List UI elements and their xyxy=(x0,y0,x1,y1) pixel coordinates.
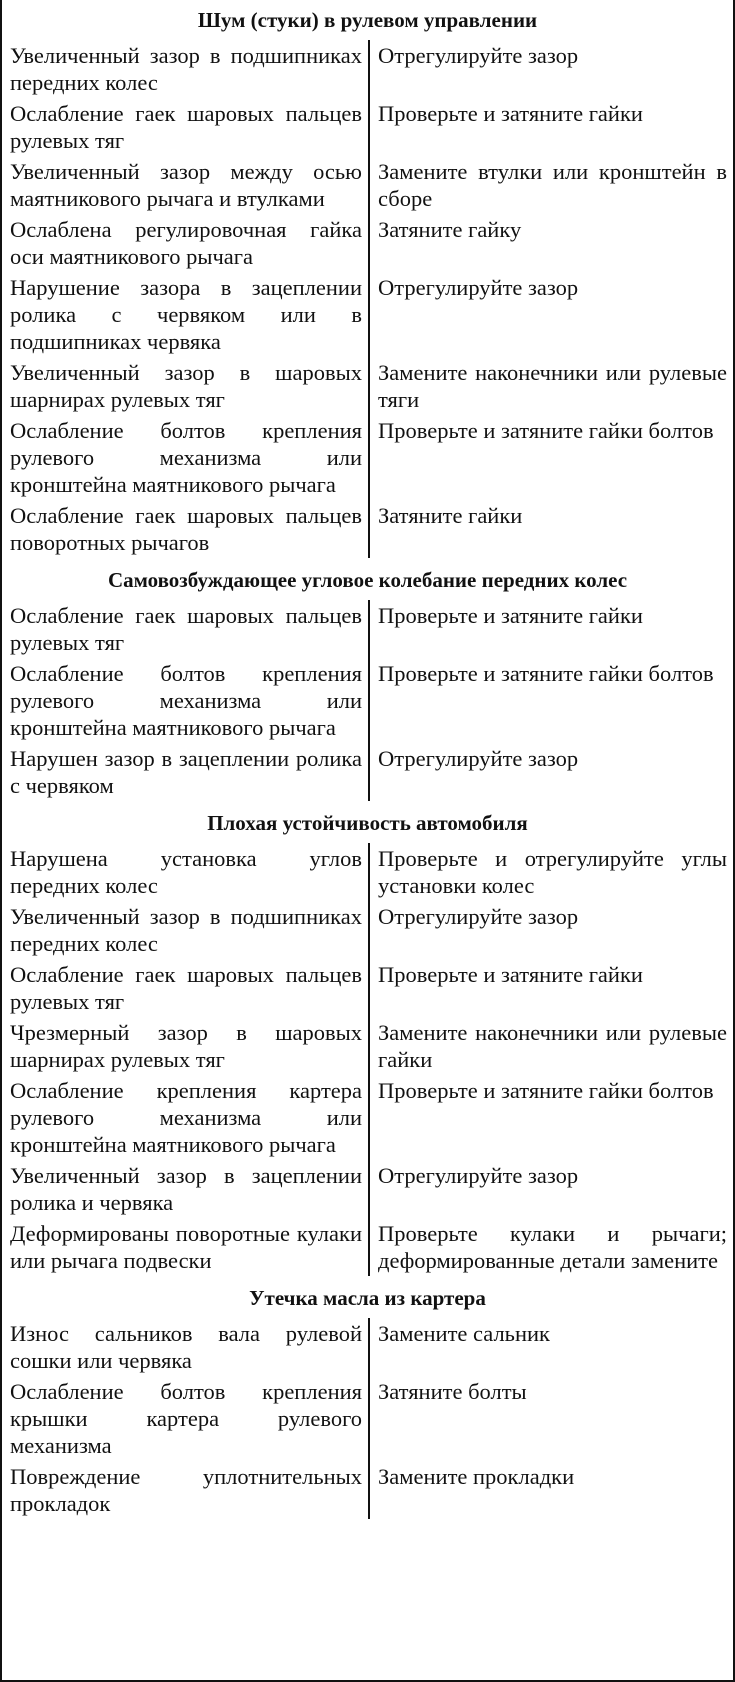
table-row xyxy=(2,843,733,901)
fix-cell: Проверьте и отрегулируйте углы установки колес xyxy=(378,846,727,898)
table-row xyxy=(2,1075,733,1160)
fix-cell: Затяните гайки xyxy=(378,503,523,528)
cause-cell: Увеличенный зазор между осью маятникового рычага и втулками xyxy=(2,156,369,214)
fix-cell: Отрегулируйте зазор xyxy=(378,904,579,929)
cause-cell: Нарушен зазор в зацеплении ролика с червяком xyxy=(2,743,369,801)
fix-cell: Проверьте и затяните гайки xyxy=(378,962,643,987)
cause-cell: Повреждение уплотнительных прокладок xyxy=(2,1461,369,1519)
cause-cell: Увеличенный зазор в подшипниках передних колес xyxy=(2,901,369,959)
fix-cell: Затяните болты xyxy=(378,1379,527,1404)
cause-cell: Нарушена установка углов передних колес xyxy=(2,843,369,901)
cause-cell: Увеличенный зазор в шаровых шарнирах рулевых тяг xyxy=(2,357,369,415)
cause-cell: Ослабление гаек шаровых пальцев поворотных рычагов xyxy=(2,500,369,558)
cause-cell: Ослабление болтов крепления рулевого механизма или кронштейна маятникового рычага xyxy=(2,415,369,500)
section-title: Утечка масла из картера xyxy=(249,1286,486,1310)
cause-cell: Ослабление крепления картера рулевого механизма или кронштейна маятникового рычага xyxy=(2,1075,369,1160)
table-row xyxy=(2,1218,733,1276)
table-row xyxy=(2,743,733,801)
table-row xyxy=(2,1461,733,1519)
table-row xyxy=(2,1318,733,1376)
cause-cell: Износ сальников вала рулевой сошки или червяка xyxy=(2,1318,369,1376)
cause-cell: Деформированы поворотные кулаки или рычага подвески xyxy=(2,1218,369,1276)
fix-cell: Проверьте и затяните гайки болтов xyxy=(378,661,714,686)
cause-cell: Нарушение зазора в зацеплении ролика с червяком или в подшипниках червяка xyxy=(2,272,369,357)
fix-cell: Замените сальник xyxy=(378,1321,550,1346)
fix-cell: Замените наконечники или рулевые тяги xyxy=(378,360,727,412)
fix-cell: Затяните гайку xyxy=(378,217,522,242)
table-row xyxy=(2,600,733,658)
table-row xyxy=(2,357,733,415)
section-title: Плохая устойчивость автомобиля xyxy=(207,811,528,835)
fix-cell: Отрегулируйте зазор xyxy=(378,43,579,68)
cause-cell: Ослаблена регулировочная гайка оси маятникового рычага xyxy=(2,214,369,272)
table-row xyxy=(2,272,733,357)
fix-cell: Замените прокладки xyxy=(378,1464,575,1489)
table-row xyxy=(2,901,733,959)
cause-cell: Чрезмерный зазор в шаровых шарнирах рулевых тяг xyxy=(2,1017,369,1075)
cause-cell: Ослабление болтов крепления крышки картера рулевого механизма xyxy=(2,1376,369,1461)
fix-cell: Замените втулки или кронштейн в сборе xyxy=(378,159,727,211)
table-row xyxy=(2,98,733,156)
section-table xyxy=(2,843,733,1276)
section-title: Шум (стуки) в рулевом управлении xyxy=(197,8,538,32)
section-table xyxy=(2,40,733,558)
cause-cell: Ослабление гаек шаровых пальцев рулевых тяг xyxy=(2,600,369,658)
table-row xyxy=(2,1160,733,1218)
fix-cell: Отрегулируйте зазор xyxy=(378,746,579,771)
fix-cell: Проверьте и затяните гайки xyxy=(378,603,643,628)
section-table xyxy=(2,1318,733,1519)
fix-cell: Проверьте и затяните гайки болтов xyxy=(378,1078,714,1103)
table-row xyxy=(2,959,733,1017)
table-row xyxy=(2,1376,733,1461)
cause-cell: Увеличенный зазор в зацеплении ролика и червяка xyxy=(2,1160,369,1218)
section-table xyxy=(2,600,733,801)
table-row xyxy=(2,500,733,558)
cause-cell: Ослабление болтов крепления рулевого механизма или кронштейна маятникового рычага xyxy=(2,658,369,743)
fix-cell: Проверьте и затяните гайки болтов xyxy=(378,418,714,443)
cause-cell: Увеличенный зазор в подшипниках передних колес xyxy=(2,40,369,98)
table-row xyxy=(2,156,733,214)
table-row xyxy=(2,214,733,272)
table-row xyxy=(2,40,733,98)
section-title: Самовозбуждающее угловое колебание передних колес xyxy=(107,568,628,592)
table-row xyxy=(2,658,733,743)
table-row xyxy=(2,415,733,500)
fix-cell: Отрегулируйте зазор xyxy=(378,275,579,300)
fix-cell: Проверьте и затяните гайки xyxy=(378,101,643,126)
cause-cell: Ослабление гаек шаровых пальцев рулевых тяг xyxy=(2,959,369,1017)
table-row xyxy=(2,1017,733,1075)
fix-cell: Отрегулируйте зазор xyxy=(378,1163,579,1188)
cause-cell: Ослабление гаек шаровых пальцев рулевых тяг xyxy=(2,98,369,156)
fix-cell: Проверьте кулаки и рычаги; деформированные детали замените xyxy=(378,1221,727,1273)
fix-cell: Замените наконечники или рулевые гайки xyxy=(378,1020,727,1072)
